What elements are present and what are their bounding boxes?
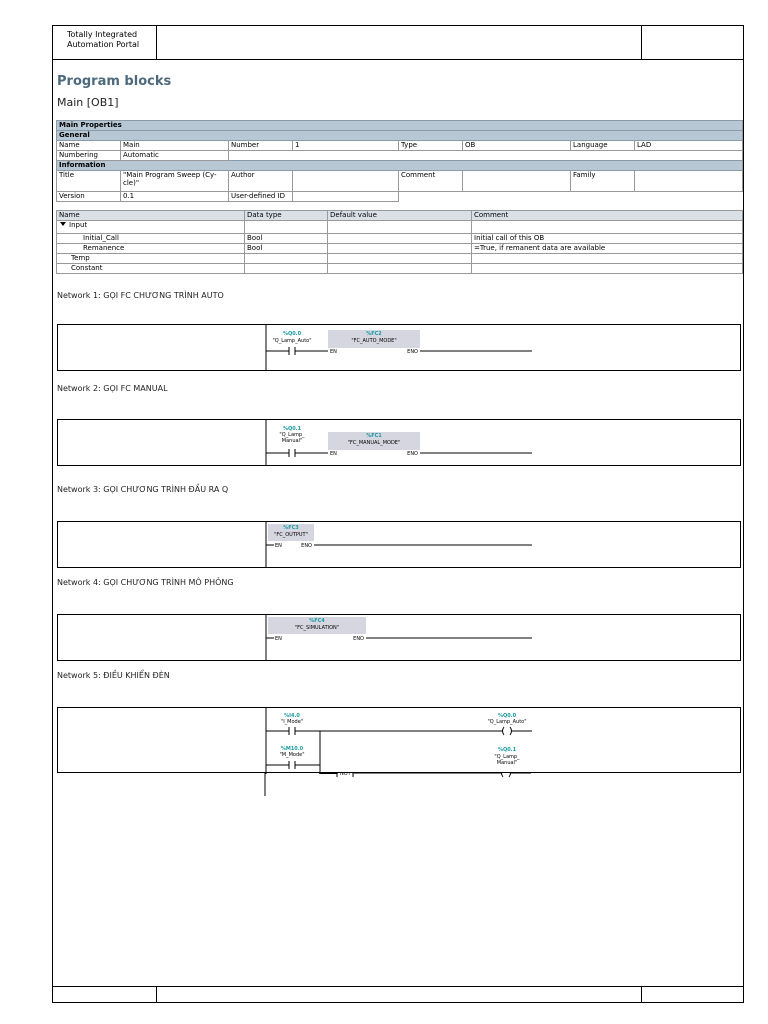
- section-constant: Constant: [57, 264, 245, 274]
- prop-label: Type: [399, 141, 463, 151]
- prop-label: Version: [57, 192, 121, 202]
- eno-pin: ENO: [407, 349, 418, 355]
- coil-tag: "Q_Lamp_: [494, 754, 520, 760]
- col-header-datatype: Data type: [245, 211, 328, 221]
- block-address: %FC3: [283, 525, 299, 531]
- coil-address: %Q0.0: [497, 713, 517, 719]
- prop-label: Title: [57, 171, 121, 192]
- network-2[interactable]: [57, 419, 741, 466]
- page-title: Program blocks: [57, 74, 172, 89]
- coil-tag: "Q_Lamp_Auto": [487, 719, 527, 725]
- collapse-triangle-icon[interactable]: [60, 222, 66, 226]
- block-address: %FC1: [366, 433, 382, 439]
- footer-divider: [641, 987, 642, 1002]
- network-5-ladder-lower: [57, 772, 741, 796]
- prop-value: 0.1: [121, 192, 229, 202]
- network-5-ladder: [58, 708, 742, 774]
- prop-value: OB: [463, 141, 571, 151]
- properties-table: [56, 120, 743, 202]
- eno-pin: ENO: [301, 543, 312, 549]
- contact-address: %Q0.1: [282, 426, 302, 432]
- network-2-title: Network 2: GỌI FC MANUAL: [57, 384, 168, 393]
- contact-tag: "Q_Lamp_: [279, 432, 305, 438]
- prop-value: LAD: [635, 141, 743, 151]
- properties-general: General: [57, 131, 743, 141]
- coil-icon: [502, 772, 504, 777]
- prop-value: "Main Program Sweep (Cy-cle)": [121, 171, 229, 192]
- col-header-name: Name: [57, 211, 245, 221]
- section-input: Input: [69, 221, 88, 229]
- network-1-ladder: [58, 325, 742, 372]
- table-cell: =True, if remanent data are available: [472, 244, 743, 254]
- table-row: Remanence: [57, 244, 245, 254]
- prop-label: Language: [571, 141, 635, 151]
- coil-tag: Manual": [496, 760, 518, 766]
- block-address: %FC2: [366, 331, 382, 337]
- footer-divider: [156, 987, 157, 1002]
- page-subtitle: Main [OB1]: [57, 96, 119, 109]
- table-row: Initial_Call: [57, 234, 245, 244]
- block-name: "FC_MANUAL_MODE": [347, 440, 401, 446]
- table-cell: Initial call of this OB: [472, 234, 743, 244]
- network-3[interactable]: [57, 521, 741, 568]
- block-name: "FC_SIMULATION": [294, 625, 340, 631]
- contact-address: %M10.0: [280, 746, 304, 752]
- coil-address: %Q0.1: [497, 747, 517, 753]
- network-4-title: Network 4: GỌI CHƯƠNG TRÌNH MÔ PHỎNG: [57, 578, 234, 587]
- network-1-title: Network 1: GỌI FC CHƯƠNG TRÌNH AUTO: [57, 291, 224, 300]
- en-pin: EN: [330, 349, 337, 355]
- portal-line-2: Automation Portal: [67, 40, 140, 49]
- prop-label: Name: [57, 141, 121, 151]
- portal-line-1: Totally Integrated: [67, 30, 138, 39]
- not-label: NOT: [340, 772, 351, 777]
- en-pin: EN: [275, 636, 282, 642]
- col-header-comment: Comment: [472, 211, 743, 221]
- prop-value: Main: [121, 141, 229, 151]
- prop-label: User-defined ID: [229, 192, 293, 202]
- eno-pin: ENO: [353, 636, 364, 642]
- contact-tag: "M_Mode": [279, 752, 305, 758]
- properties-information: Information: [57, 161, 743, 171]
- prop-label: Number: [229, 141, 293, 151]
- eno-pin: ENO: [407, 451, 418, 457]
- network-4-ladder: [58, 615, 742, 662]
- portal-label: [53, 26, 157, 59]
- network-4[interactable]: [57, 614, 741, 661]
- block-name: "FC_OUTPUT": [274, 532, 308, 538]
- en-pin: EN: [275, 543, 282, 549]
- network-5-title: Network 5: ĐIỀU KHIỂN ĐÈN: [57, 671, 170, 680]
- coil-icon: [503, 727, 505, 735]
- network-1[interactable]: [57, 324, 741, 371]
- network-5-lower: [57, 772, 741, 796]
- contact-address: %Q0.0: [282, 331, 302, 337]
- block-address: %FC4: [309, 618, 325, 624]
- network-3-title: Network 3: GỌI CHƯƠNG TRÌNH ĐẦU RA Q: [57, 485, 229, 494]
- col-header-default: Default value: [328, 211, 472, 221]
- section-temp: Temp: [57, 254, 245, 264]
- contact-tag: Manual": [281, 438, 303, 444]
- table-cell: Bool: [245, 244, 328, 254]
- contact-tag: "Q_Lamp_Auto": [272, 338, 312, 344]
- network-5[interactable]: [57, 707, 741, 773]
- interface-table: [56, 210, 743, 274]
- prop-label: Author: [229, 171, 293, 192]
- page-footer: [52, 986, 744, 1003]
- prop-label: Family: [571, 171, 635, 192]
- properties-main-title: Main Properties: [57, 121, 743, 131]
- prop-value: Automatic: [121, 151, 229, 161]
- block-name: "FC_AUTO_MODE": [351, 338, 397, 344]
- prop-value: 1: [293, 141, 399, 151]
- table-cell: Bool: [245, 234, 328, 244]
- header-divider: [641, 26, 642, 59]
- en-pin: EN: [330, 451, 337, 457]
- network-2-ladder: [58, 420, 742, 467]
- page-header: [52, 25, 744, 60]
- prop-label: Comment: [399, 171, 463, 192]
- contact-address: %I4.0: [284, 713, 300, 719]
- contact-tag: "I_Mode": [280, 719, 304, 725]
- prop-label: Numbering: [57, 151, 121, 161]
- network-3-ladder: [58, 522, 742, 569]
